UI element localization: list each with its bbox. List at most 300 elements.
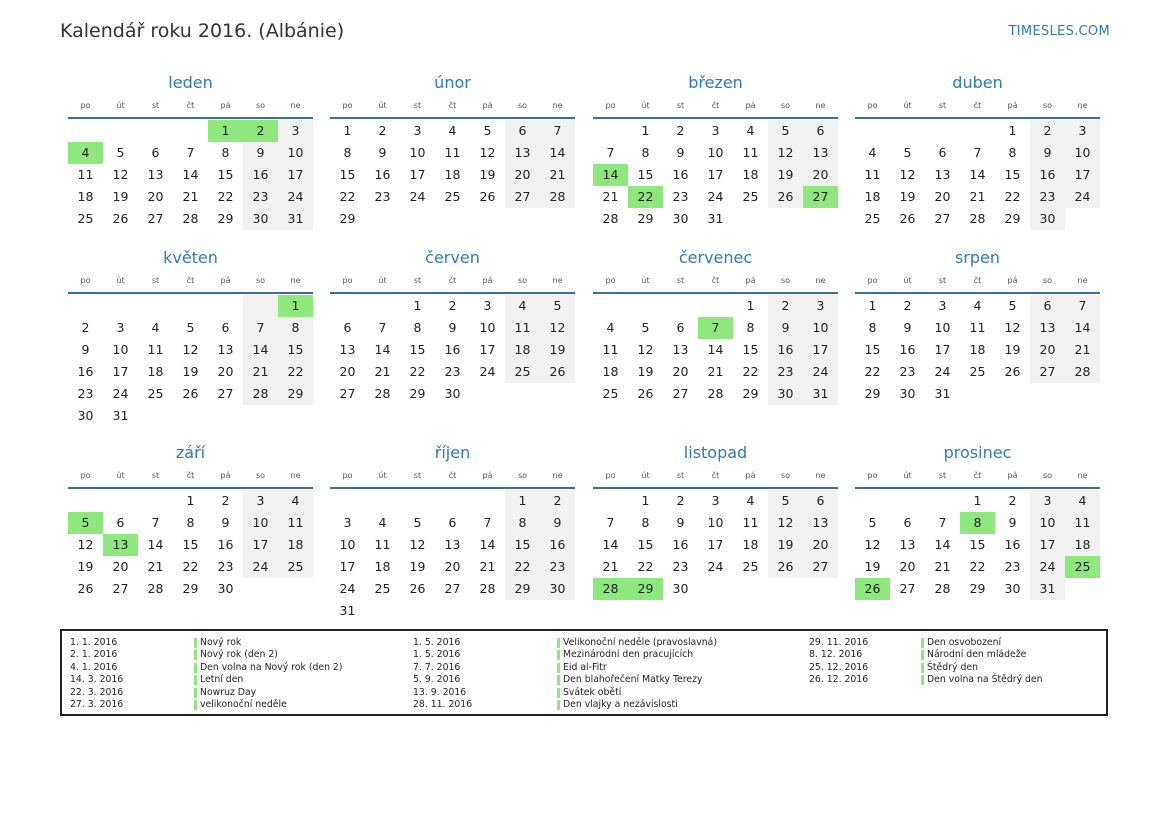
day-cell[interactable]: 14 — [243, 339, 278, 361]
day-cell[interactable]: 1 — [868, 298, 877, 313]
day-cell[interactable]: 3 — [243, 490, 278, 512]
day-cell[interactable]: 15 — [1004, 167, 1021, 182]
day-cell[interactable]: 24 — [707, 189, 724, 204]
day-cell[interactable]: 16 — [768, 339, 803, 361]
day-cell[interactable]: 27 — [147, 211, 164, 226]
day-cell[interactable]: 28 — [479, 581, 496, 596]
day-cell[interactable]: 7 — [378, 320, 387, 335]
day-cell[interactable]: 2 — [221, 493, 230, 508]
day-cell[interactable]: 26 — [855, 578, 890, 600]
day-cell[interactable]: 18 — [742, 537, 759, 552]
day-cell[interactable]: 1 — [641, 123, 650, 138]
day-cell[interactable]: 10 — [1065, 142, 1100, 164]
day-cell[interactable]: 30 — [1030, 208, 1065, 230]
day-cell[interactable]: 15 — [637, 537, 654, 552]
day-cell[interactable]: 17 — [479, 342, 496, 357]
day-cell[interactable]: 13 — [1030, 317, 1065, 339]
day-cell[interactable]: 19 — [182, 364, 199, 379]
day-cell[interactable]: 11 — [742, 515, 759, 530]
day-cell[interactable]: 3 — [1030, 490, 1065, 512]
day-cell[interactable]: 19 — [479, 167, 496, 182]
day-cell[interactable]: 24 — [409, 189, 426, 204]
day-cell[interactable]: 12 — [1004, 320, 1021, 335]
day-cell[interactable]: 4 — [278, 490, 313, 512]
day-cell[interactable]: 2 — [676, 493, 685, 508]
day-cell[interactable]: 17 — [934, 342, 951, 357]
day-cell[interactable]: 29 — [864, 386, 881, 401]
day-cell[interactable]: 19 — [409, 559, 426, 574]
day-cell[interactable]: 18 — [1065, 534, 1100, 556]
day-cell[interactable]: 29 — [339, 211, 356, 226]
day-cell[interactable]: 12 — [77, 537, 94, 552]
day-cell[interactable]: 20 — [672, 364, 689, 379]
day-cell[interactable]: 4 — [973, 298, 982, 313]
day-cell[interactable]: 28 — [969, 211, 986, 226]
day-cell[interactable]: 17 — [803, 339, 838, 361]
day-cell[interactable]: 29 — [217, 211, 234, 226]
day-cell[interactable]: 4 — [505, 295, 540, 317]
day-cell[interactable]: 22 — [1004, 189, 1021, 204]
day-cell[interactable]: 27 — [934, 211, 951, 226]
day-cell[interactable]: 29 — [505, 578, 540, 600]
day-cell[interactable]: 10 — [1030, 512, 1065, 534]
day-cell[interactable]: 9 — [1030, 142, 1065, 164]
day-cell[interactable]: 14 — [593, 164, 628, 186]
day-cell[interactable]: 9 — [1008, 515, 1017, 530]
day-cell[interactable]: 17 — [243, 534, 278, 556]
day-cell[interactable]: 12 — [768, 512, 803, 534]
day-cell[interactable]: 2 — [1030, 120, 1065, 142]
day-cell[interactable]: 20 — [899, 559, 916, 574]
day-cell[interactable]: 5 — [768, 490, 803, 512]
day-cell[interactable]: 20 — [1030, 339, 1065, 361]
day-cell[interactable]: 29 — [628, 578, 663, 600]
day-cell[interactable]: 27 — [112, 581, 129, 596]
day-cell[interactable]: 11 — [602, 342, 619, 357]
day-cell[interactable]: 1 — [278, 295, 313, 317]
day-cell[interactable]: 10 — [112, 342, 129, 357]
day-cell[interactable]: 18 — [742, 167, 759, 182]
day-cell[interactable]: 6 — [803, 490, 838, 512]
day-cell[interactable]: 3 — [278, 120, 313, 142]
day-cell[interactable]: 30 — [672, 581, 689, 596]
day-cell[interactable]: 20 — [505, 164, 540, 186]
day-cell[interactable]: 12 — [540, 317, 575, 339]
day-cell[interactable]: 11 — [444, 145, 461, 160]
day-cell[interactable]: 7 — [606, 145, 615, 160]
day-cell[interactable]: 5 — [116, 145, 125, 160]
day-cell[interactable]: 27 — [899, 581, 916, 596]
day-cell[interactable]: 9 — [903, 320, 912, 335]
day-cell[interactable]: 28 — [182, 211, 199, 226]
day-cell[interactable]: 4 — [746, 493, 755, 508]
day-cell[interactable]: 10 — [278, 142, 313, 164]
day-cell[interactable]: 15 — [409, 342, 426, 357]
day-cell[interactable]: 30 — [217, 581, 234, 596]
day-cell[interactable]: 7 — [938, 515, 947, 530]
day-cell[interactable]: 28 — [934, 581, 951, 596]
day-cell[interactable]: 10 — [339, 537, 356, 552]
day-cell[interactable]: 4 — [68, 142, 103, 164]
day-cell[interactable]: 24 — [1030, 556, 1065, 578]
day-cell[interactable]: 12 — [899, 167, 916, 182]
day-cell[interactable]: 25 — [374, 581, 391, 596]
day-cell[interactable]: 16 — [243, 164, 278, 186]
day-cell[interactable]: 5 — [1008, 298, 1017, 313]
day-cell[interactable]: 23 — [540, 556, 575, 578]
day-cell[interactable]: 22 — [864, 364, 881, 379]
day-cell[interactable]: 2 — [243, 120, 278, 142]
day-cell[interactable]: 9 — [540, 512, 575, 534]
day-cell[interactable]: 12 — [768, 142, 803, 164]
day-cell[interactable]: 19 — [637, 364, 654, 379]
day-cell[interactable]: 4 — [1065, 490, 1100, 512]
day-cell[interactable]: 24 — [243, 556, 278, 578]
day-cell[interactable]: 13 — [103, 534, 138, 556]
day-cell[interactable]: 26 — [182, 386, 199, 401]
day-cell[interactable]: 27 — [672, 386, 689, 401]
day-cell[interactable]: 26 — [637, 386, 654, 401]
day-cell[interactable]: 14 — [707, 342, 724, 357]
day-cell[interactable]: 22 — [217, 189, 234, 204]
day-cell[interactable]: 6 — [221, 320, 230, 335]
day-cell[interactable]: 7 — [483, 515, 492, 530]
day-cell[interactable]: 25 — [864, 211, 881, 226]
day-cell[interactable]: 31 — [803, 383, 838, 405]
day-cell[interactable]: 5 — [186, 320, 195, 335]
day-cell[interactable]: 3 — [116, 320, 125, 335]
day-cell[interactable]: 14 — [934, 537, 951, 552]
day-cell[interactable]: 30 — [899, 386, 916, 401]
day-cell[interactable]: 30 — [77, 408, 94, 423]
day-cell[interactable]: 16 — [77, 364, 94, 379]
day-cell[interactable]: 21 — [934, 559, 951, 574]
day-cell[interactable]: 30 — [243, 208, 278, 230]
day-cell[interactable]: 10 — [479, 320, 496, 335]
day-cell[interactable]: 6 — [343, 320, 352, 335]
day-cell[interactable]: 17 — [707, 167, 724, 182]
day-cell[interactable]: 21 — [479, 559, 496, 574]
day-cell[interactable]: 21 — [969, 189, 986, 204]
day-cell[interactable]: 5 — [540, 295, 575, 317]
day-cell[interactable]: 16 — [217, 537, 234, 552]
day-cell[interactable]: 20 — [803, 534, 838, 556]
day-cell[interactable]: 24 — [339, 581, 356, 596]
day-cell[interactable]: 23 — [1030, 186, 1065, 208]
day-cell[interactable]: 13 — [147, 167, 164, 182]
day-cell[interactable]: 24 — [707, 559, 724, 574]
day-cell[interactable]: 30 — [1004, 581, 1021, 596]
day-cell[interactable]: 8 — [641, 515, 650, 530]
day-cell[interactable]: 3 — [1065, 120, 1100, 142]
day-cell[interactable]: 20 — [339, 364, 356, 379]
day-cell[interactable]: 4 — [151, 320, 160, 335]
day-cell[interactable]: 8 — [1008, 145, 1017, 160]
day-cell[interactable]: 13 — [899, 537, 916, 552]
day-cell[interactable]: 1 — [343, 123, 352, 138]
day-cell[interactable]: 27 — [217, 386, 234, 401]
day-cell[interactable]: 17 — [339, 559, 356, 574]
day-cell[interactable]: 7 — [1065, 295, 1100, 317]
day-cell[interactable]: 26 — [768, 186, 803, 208]
day-cell[interactable]: 3 — [938, 298, 947, 313]
day-cell[interactable]: 3 — [483, 298, 492, 313]
day-cell[interactable]: 17 — [1030, 534, 1065, 556]
day-cell[interactable]: 18 — [602, 364, 619, 379]
day-cell[interactable]: 10 — [803, 317, 838, 339]
day-cell[interactable]: 5 — [868, 515, 877, 530]
day-cell[interactable]: 6 — [116, 515, 125, 530]
day-cell[interactable]: 20 — [217, 364, 234, 379]
day-cell[interactable]: 18 — [444, 167, 461, 182]
day-cell[interactable]: 8 — [221, 145, 230, 160]
day-cell[interactable]: 11 — [864, 167, 881, 182]
day-cell[interactable]: 9 — [768, 317, 803, 339]
day-cell[interactable]: 21 — [374, 364, 391, 379]
day-cell[interactable]: 22 — [182, 559, 199, 574]
day-cell[interactable]: 11 — [505, 317, 540, 339]
day-cell[interactable]: 22 — [637, 559, 654, 574]
day-cell[interactable]: 4 — [868, 145, 877, 160]
day-cell[interactable]: 15 — [182, 537, 199, 552]
day-cell[interactable]: 29 — [742, 386, 759, 401]
day-cell[interactable]: 11 — [147, 342, 164, 357]
day-cell[interactable]: 11 — [374, 537, 391, 552]
day-cell[interactable]: 3 — [343, 515, 352, 530]
day-cell[interactable]: 10 — [243, 512, 278, 534]
day-cell[interactable]: 23 — [77, 386, 94, 401]
day-cell[interactable]: 8 — [505, 512, 540, 534]
day-cell[interactable]: 1 — [186, 493, 195, 508]
day-cell[interactable]: 18 — [374, 559, 391, 574]
day-cell[interactable]: 25 — [444, 189, 461, 204]
day-cell[interactable]: 8 — [960, 512, 995, 534]
day-cell[interactable]: 26 — [1004, 364, 1021, 379]
day-cell[interactable]: 7 — [540, 120, 575, 142]
day-cell[interactable]: 5 — [483, 123, 492, 138]
day-cell[interactable]: 7 — [698, 317, 733, 339]
day-cell[interactable]: 24 — [278, 186, 313, 208]
day-cell[interactable]: 10 — [707, 515, 724, 530]
day-cell[interactable]: 16 — [899, 342, 916, 357]
day-cell[interactable]: 20 — [934, 189, 951, 204]
day-cell[interactable]: 19 — [768, 534, 803, 556]
day-cell[interactable]: 17 — [278, 164, 313, 186]
day-cell[interactable]: 17 — [1065, 164, 1100, 186]
day-cell[interactable]: 29 — [637, 211, 654, 226]
day-cell[interactable]: 21 — [1065, 339, 1100, 361]
day-cell[interactable]: 18 — [77, 189, 94, 204]
day-cell[interactable]: 23 — [217, 559, 234, 574]
day-cell[interactable]: 23 — [768, 361, 803, 383]
day-cell[interactable]: 4 — [448, 123, 457, 138]
day-cell[interactable]: 27 — [339, 386, 356, 401]
day-cell[interactable]: 10 — [409, 145, 426, 160]
day-cell[interactable]: 26 — [409, 581, 426, 596]
day-cell[interactable]: 11 — [742, 145, 759, 160]
day-cell[interactable]: 14 — [479, 537, 496, 552]
day-cell[interactable]: 22 — [409, 364, 426, 379]
day-cell[interactable]: 6 — [1030, 295, 1065, 317]
day-cell[interactable]: 28 — [147, 581, 164, 596]
day-cell[interactable]: 25 — [278, 556, 313, 578]
day-cell[interactable]: 2 — [1008, 493, 1017, 508]
day-cell[interactable]: 23 — [672, 189, 689, 204]
day-cell[interactable]: 31 — [339, 603, 356, 618]
day-cell[interactable]: 30 — [540, 578, 575, 600]
day-cell[interactable]: 24 — [803, 361, 838, 383]
day-cell[interactable]: 16 — [1004, 537, 1021, 552]
day-cell[interactable]: 13 — [505, 142, 540, 164]
day-cell[interactable]: 8 — [641, 145, 650, 160]
day-cell[interactable]: 29 — [1004, 211, 1021, 226]
day-cell[interactable]: 30 — [768, 383, 803, 405]
day-cell[interactable]: 25 — [505, 361, 540, 383]
day-cell[interactable]: 25 — [147, 386, 164, 401]
day-cell[interactable]: 30 — [672, 211, 689, 226]
day-cell[interactable]: 27 — [803, 556, 838, 578]
day-cell[interactable]: 27 — [505, 186, 540, 208]
day-cell[interactable]: 13 — [803, 142, 838, 164]
day-cell[interactable]: 19 — [1004, 342, 1021, 357]
day-cell[interactable]: 16 — [540, 534, 575, 556]
day-cell[interactable]: 6 — [803, 120, 838, 142]
day-cell[interactable]: 22 — [628, 186, 663, 208]
day-cell[interactable]: 11 — [278, 512, 313, 534]
day-cell[interactable]: 21 — [147, 559, 164, 574]
day-cell[interactable]: 14 — [1065, 317, 1100, 339]
day-cell[interactable]: 19 — [899, 189, 916, 204]
day-cell[interactable]: 4 — [746, 123, 755, 138]
day-cell[interactable]: 12 — [637, 342, 654, 357]
day-cell[interactable]: 15 — [637, 167, 654, 182]
day-cell[interactable]: 17 — [707, 537, 724, 552]
day-cell[interactable]: 19 — [540, 339, 575, 361]
day-cell[interactable]: 31 — [278, 208, 313, 230]
day-cell[interactable]: 24 — [479, 364, 496, 379]
day-cell[interactable]: 25 — [742, 559, 759, 574]
day-cell[interactable]: 4 — [378, 515, 387, 530]
day-cell[interactable]: 9 — [378, 145, 387, 160]
day-cell[interactable]: 1 — [208, 120, 243, 142]
day-cell[interactable]: 26 — [112, 211, 129, 226]
day-cell[interactable]: 1 — [641, 493, 650, 508]
day-cell[interactable]: 15 — [969, 537, 986, 552]
day-cell[interactable]: 16 — [672, 537, 689, 552]
day-cell[interactable]: 25 — [969, 364, 986, 379]
day-cell[interactable]: 5 — [413, 515, 422, 530]
day-cell[interactable]: 6 — [448, 515, 457, 530]
day-cell[interactable]: 21 — [602, 559, 619, 574]
day-cell[interactable]: 8 — [746, 320, 755, 335]
day-cell[interactable]: 11 — [969, 320, 986, 335]
day-cell[interactable]: 7 — [606, 515, 615, 530]
day-cell[interactable]: 1 — [505, 490, 540, 512]
day-cell[interactable]: 6 — [938, 145, 947, 160]
day-cell[interactable]: 8 — [868, 320, 877, 335]
day-cell[interactable]: 13 — [672, 342, 689, 357]
day-cell[interactable]: 6 — [505, 120, 540, 142]
day-cell[interactable]: 15 — [505, 534, 540, 556]
day-cell[interactable]: 8 — [413, 320, 422, 335]
day-cell[interactable]: 5 — [641, 320, 650, 335]
day-cell[interactable]: 25 — [742, 189, 759, 204]
day-cell[interactable]: 29 — [278, 383, 313, 405]
day-cell[interactable]: 15 — [742, 342, 759, 357]
day-cell[interactable]: 31 — [707, 211, 724, 226]
day-cell[interactable]: 20 — [112, 559, 129, 574]
day-cell[interactable]: 1 — [973, 493, 982, 508]
day-cell[interactable]: 12 — [864, 537, 881, 552]
day-cell[interactable]: 19 — [112, 189, 129, 204]
day-cell[interactable]: 5 — [68, 512, 103, 534]
day-cell[interactable]: 3 — [413, 123, 422, 138]
day-cell[interactable]: 12 — [112, 167, 129, 182]
day-cell[interactable]: 14 — [374, 342, 391, 357]
day-cell[interactable]: 16 — [672, 167, 689, 182]
day-cell[interactable]: 29 — [182, 581, 199, 596]
day-cell[interactable]: 19 — [864, 559, 881, 574]
day-cell[interactable]: 2 — [448, 298, 457, 313]
day-cell[interactable]: 22 — [969, 559, 986, 574]
day-cell[interactable]: 27 — [1030, 361, 1065, 383]
day-cell[interactable]: 7 — [973, 145, 982, 160]
day-cell[interactable]: 28 — [602, 211, 619, 226]
day-cell[interactable]: 14 — [147, 537, 164, 552]
day-cell[interactable]: 17 — [409, 167, 426, 182]
day-cell[interactable]: 15 — [339, 167, 356, 182]
day-cell[interactable]: 21 — [707, 364, 724, 379]
day-cell[interactable]: 21 — [602, 189, 619, 204]
day-cell[interactable]: 8 — [278, 317, 313, 339]
day-cell[interactable]: 26 — [768, 556, 803, 578]
day-cell[interactable]: 15 — [278, 339, 313, 361]
day-cell[interactable]: 6 — [151, 145, 160, 160]
day-cell[interactable]: 1 — [746, 298, 755, 313]
day-cell[interactable]: 25 — [1065, 556, 1100, 578]
day-cell[interactable]: 18 — [147, 364, 164, 379]
day-cell[interactable]: 27 — [444, 581, 461, 596]
day-cell[interactable]: 15 — [217, 167, 234, 182]
day-cell[interactable]: 8 — [186, 515, 195, 530]
day-cell[interactable]: 4 — [606, 320, 615, 335]
day-cell[interactable]: 9 — [448, 320, 457, 335]
day-cell[interactable]: 24 — [112, 386, 129, 401]
day-cell[interactable]: 21 — [243, 361, 278, 383]
day-cell[interactable]: 14 — [969, 167, 986, 182]
day-cell[interactable]: 23 — [243, 186, 278, 208]
day-cell[interactable]: 23 — [899, 364, 916, 379]
day-cell[interactable]: 2 — [903, 298, 912, 313]
day-cell[interactable]: 21 — [540, 164, 575, 186]
day-cell[interactable]: 7 — [151, 515, 160, 530]
day-cell[interactable]: 9 — [676, 515, 685, 530]
day-cell[interactable]: 5 — [903, 145, 912, 160]
day-cell[interactable]: 3 — [803, 295, 838, 317]
day-cell[interactable]: 23 — [1004, 559, 1021, 574]
day-cell[interactable]: 6 — [676, 320, 685, 335]
day-cell[interactable]: 19 — [768, 164, 803, 186]
day-cell[interactable]: 19 — [77, 559, 94, 574]
day-cell[interactable]: 1 — [413, 298, 422, 313]
day-cell[interactable]: 25 — [602, 386, 619, 401]
day-cell[interactable]: 3 — [711, 123, 720, 138]
day-cell[interactable]: 1 — [1008, 123, 1017, 138]
day-cell[interactable]: 13 — [217, 342, 234, 357]
day-cell[interactable]: 7 — [186, 145, 195, 160]
day-cell[interactable]: 20 — [803, 164, 838, 186]
day-cell[interactable]: 3 — [711, 493, 720, 508]
